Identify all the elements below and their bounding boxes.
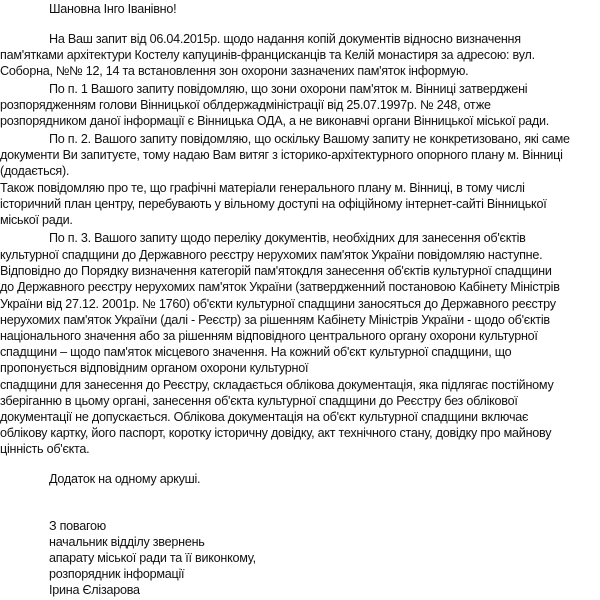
letter-paragraph-5-line: спадщини для занесення до Реєстру, складається облікова документація, яка підлягає постійному	[0, 378, 554, 392]
letter-paragraph-5-line: національного значення або за рішенням відповідного центрального органу охорони культурної	[0, 329, 538, 343]
signature-closing: З повагою	[49, 519, 106, 533]
letter-paragraph-5-line: культурної спадщини до Державного реєстру нерухомих пам'яток України повідомляю наступне.	[0, 248, 543, 262]
letter-paragraph-5-line: По п. 3. Вашого запиту щодо переліку документів, необхідних для занесення об'єктів	[49, 231, 526, 245]
signature-position: начальник відділу звернень	[49, 535, 205, 549]
letter-paragraph-5-line: нерухомих пам'яток України (далі - Реєстр) за рішенням Кабінету Міністрів України - щодо об'єктів	[0, 313, 550, 327]
letter-paragraph-1-line: На Ваш запит від 06.04.2015р. щодо надання копій документів відносно визначення	[49, 32, 521, 46]
letter-paragraph-1-line: пам'ятками архітектури Костелу капуцинів-францисканців та Келій монастиря за адресою: вул.	[0, 48, 535, 62]
letter-paragraph-2-line: розпорядником даної інформації є Вінницька ОДА, а не виконавчі органи Вінницької міської ради.	[0, 114, 550, 128]
letter-paragraph-5-line: облікову картку, його паспорт, коротку історичну довідку, акт технічного стану, довідку про майнову	[0, 426, 552, 440]
letter-paragraph-2-line: По п. 1 Вашого запиту повідомляю, що зони охорони пам'яток м. Вінниці затверджені	[49, 82, 528, 96]
letter-paragraph-2-line: розпорядженням голови Вінницької облдержадміністрації від 25.07.1997р. № 248, отже	[0, 98, 491, 112]
signature-position: апарату міської ради та її виконкому,	[49, 551, 256, 565]
letter-paragraph-5-line: України від 27.12. 2001р. № 1760) об'єкти культурної спадщини заносяться до Державного реєстру	[0, 297, 556, 311]
letter-paragraph-5-line: зберіганню в цьому органі, занесення об'єкта культурної спадщини до Реєстру без облікової	[0, 394, 518, 408]
signature-name: Ірина Єлізарова	[49, 583, 140, 597]
letter-paragraph-5-line: документації не допускається. Облікова документація на об'єкт культурної спадщини включає	[0, 410, 529, 424]
letter-attachment-note: Додаток на одному аркуші.	[49, 472, 201, 486]
letter-paragraph-4-line: Також повідомляю про те, що графічні матеріали генерального плану м. Вінниці, в тому числі	[0, 181, 525, 195]
letter-paragraph-5-line: цінність об'єкта.	[0, 442, 90, 456]
letter-paragraph-3-line: документи Ви запитуєте, тому надаю Вам витяг з історико-архітектурного опорного плану м. Вінниці	[0, 148, 563, 162]
letter-greeting: Шановна Інго Іванівно!	[49, 2, 177, 16]
letter-paragraph-3-line: (додається).	[0, 164, 70, 178]
letter-paragraph-5-line: спадщини – щодо пам'яток місцевого значення. На кожний об'єкт культурної спадщини, що	[0, 345, 512, 359]
signature-position: розпорядник інформації	[49, 567, 185, 581]
letter-paragraph-4-line: міської ради.	[0, 213, 73, 227]
letter-paragraph-5-line: пропонується відповідним органом охорони культурної	[0, 361, 309, 375]
letter-paragraph-5-line: до Державного реєстру нерухомих пам'яток України (затвердженний постановою Кабінету Міністрів	[0, 280, 560, 294]
letter-paragraph-1-line: Соборна, №№ 12, 14 та встановлення зон охорони зазначених пам'яток інформую.	[0, 64, 469, 78]
letter-paragraph-5-line: Відповідно до Порядку визначення категорій пам'ятокдля занесення об'єктів культурної спадщини	[0, 264, 552, 278]
letter-paragraph-3-line: По п. 2. Вашого запиту повідомляю, що оскільку Вашому запиту не конкретизовано, які саме	[49, 132, 570, 146]
letter-paragraph-4-line: історичний план центру, перебувають у вільному доступі на офіційному інтернет-сайті Вінницької	[0, 197, 547, 211]
